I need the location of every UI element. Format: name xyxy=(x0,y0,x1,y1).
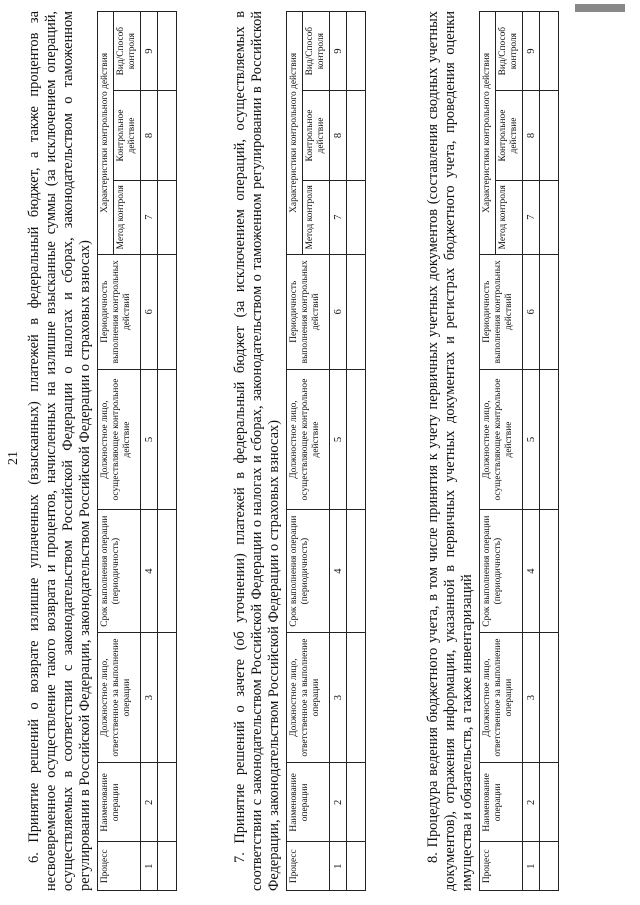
column-number: 5 xyxy=(141,369,158,510)
column-number: 7 xyxy=(523,180,540,254)
section-6 xyxy=(26,11,177,891)
section-8 xyxy=(425,11,559,891)
column-number: 9 xyxy=(141,12,158,91)
column-number: 1 xyxy=(523,842,540,891)
header-method: Метод контроля xyxy=(303,180,330,254)
column-number: 6 xyxy=(523,254,540,369)
column-number: 1 xyxy=(330,842,347,891)
header-characteristics: Характеристики контрольного действия xyxy=(287,12,303,255)
column-number-row xyxy=(141,12,158,891)
header-type: Вид/Способ контроля xyxy=(303,12,330,91)
section-heading: 8. Процедура ведения бюджетного учета, в том числе принятия к учету первичных учетных документов (составления сводных учетных документов), отражения информации, указанной в первичных учетных документах и регистрах бюджетного учета, проведения оценки имущества и обязательств, а также инвентаризаций xyxy=(425,11,475,891)
column-number: 2 xyxy=(330,763,347,842)
header-control-action: Контрольное действие xyxy=(114,91,141,180)
control-table xyxy=(479,11,559,891)
column-number: 9 xyxy=(523,12,540,91)
header-characteristics: Характеристики контрольного действия xyxy=(98,12,114,255)
column-number: 1 xyxy=(141,842,158,891)
header-periodicity: Периодичность выполнения контрольных действий xyxy=(98,254,141,369)
column-number: 9 xyxy=(330,12,347,91)
header-responsible: Должностное лицо, ответственное за выполнение операции xyxy=(287,632,330,762)
column-number: 4 xyxy=(141,510,158,633)
header-responsible: Должностное лицо, ответственное за выполнение операции xyxy=(480,632,523,762)
header-control-action: Контрольное действие xyxy=(496,91,523,180)
section-7 xyxy=(232,11,366,891)
header-controller: Должностное лицо, осуществляющее контрольное действие xyxy=(98,369,141,510)
column-number: 6 xyxy=(330,254,347,369)
section-heading: 6. Принятие решений о возврате излишне уплаченных (взысканных) платежей в федеральный бюджет, а также процентов за несвоевременное осуществление такого возврата и процентов, начисленных на излишне взысканные суммы (за исключением операций, осуществляемых в соответствии с законодательством Российской Федерации о налогах и сборах, законодательством о таможенном регулировании в Российской Федерации, законодательством Российской Федерации о страховых взносах) xyxy=(26,11,93,891)
header-operation-name: Наименование операции xyxy=(287,763,330,842)
header-controller: Должностное лицо, осуществляющее контрольное действие xyxy=(287,369,330,510)
header-deadline: Срок выполнения операции (периодичность) xyxy=(287,510,330,633)
header-deadline: Срок выполнения операции (периодичность) xyxy=(98,510,141,633)
header-type: Вид/Способ контроля xyxy=(496,12,523,91)
column-number: 5 xyxy=(523,369,540,510)
header-operation-name: Наименование операции xyxy=(480,763,523,842)
column-number: 8 xyxy=(141,91,158,180)
header-type: Вид/Способ контроля xyxy=(114,12,141,91)
header-controller: Должностное лицо, осуществляющее контрольное действие xyxy=(480,369,523,510)
header-periodicity: Периодичность выполнения контрольных действий xyxy=(480,254,523,369)
control-table xyxy=(97,11,177,891)
column-number: 8 xyxy=(330,91,347,180)
section-heading: 7. Принятие решений о зачете (об уточнении) платежей в федеральный бюджет (за исключением операций, осуществляемых в соответствии с законодательством Российской Федерации о налогах и сборах, законодательством о таможенном регулировании в Российской Федерации, законодательством Российской Федерации о страховых взносах) xyxy=(232,11,282,891)
column-number-row xyxy=(523,12,540,891)
header-method: Метод контроля xyxy=(496,180,523,254)
column-number: 6 xyxy=(141,254,158,369)
header-periodicity: Периодичность выполнения контрольных действий xyxy=(287,254,330,369)
page-number: 21 xyxy=(6,451,21,465)
column-number-row xyxy=(330,12,347,891)
column-number: 5 xyxy=(330,369,347,510)
control-table xyxy=(286,11,366,891)
column-number: 8 xyxy=(523,91,540,180)
scan-margin-mark xyxy=(575,4,625,12)
column-number: 4 xyxy=(523,510,540,633)
column-number: 2 xyxy=(523,763,540,842)
column-number: 7 xyxy=(141,180,158,254)
column-number: 3 xyxy=(141,632,158,762)
header-control-action: Контрольное действие xyxy=(303,91,330,180)
header-deadline: Срок выполнения операции (периодичность) xyxy=(480,510,523,633)
header-process: Процесс xyxy=(98,842,141,891)
column-number: 4 xyxy=(330,510,347,633)
column-number: 3 xyxy=(523,632,540,762)
header-responsible: Должностное лицо, ответственное за выполнение операции xyxy=(98,632,141,762)
empty-row xyxy=(347,12,366,891)
column-number: 3 xyxy=(330,632,347,762)
header-process: Процесс xyxy=(287,842,330,891)
header-operation-name: Наименование операции xyxy=(98,763,141,842)
header-method: Метод контроля xyxy=(114,180,141,254)
header-characteristics: Характеристики контрольного действия xyxy=(480,12,496,255)
column-number: 2 xyxy=(141,763,158,842)
header-process: Процесс xyxy=(480,842,523,891)
empty-row xyxy=(540,12,559,891)
column-number: 7 xyxy=(330,180,347,254)
empty-row xyxy=(158,12,177,891)
